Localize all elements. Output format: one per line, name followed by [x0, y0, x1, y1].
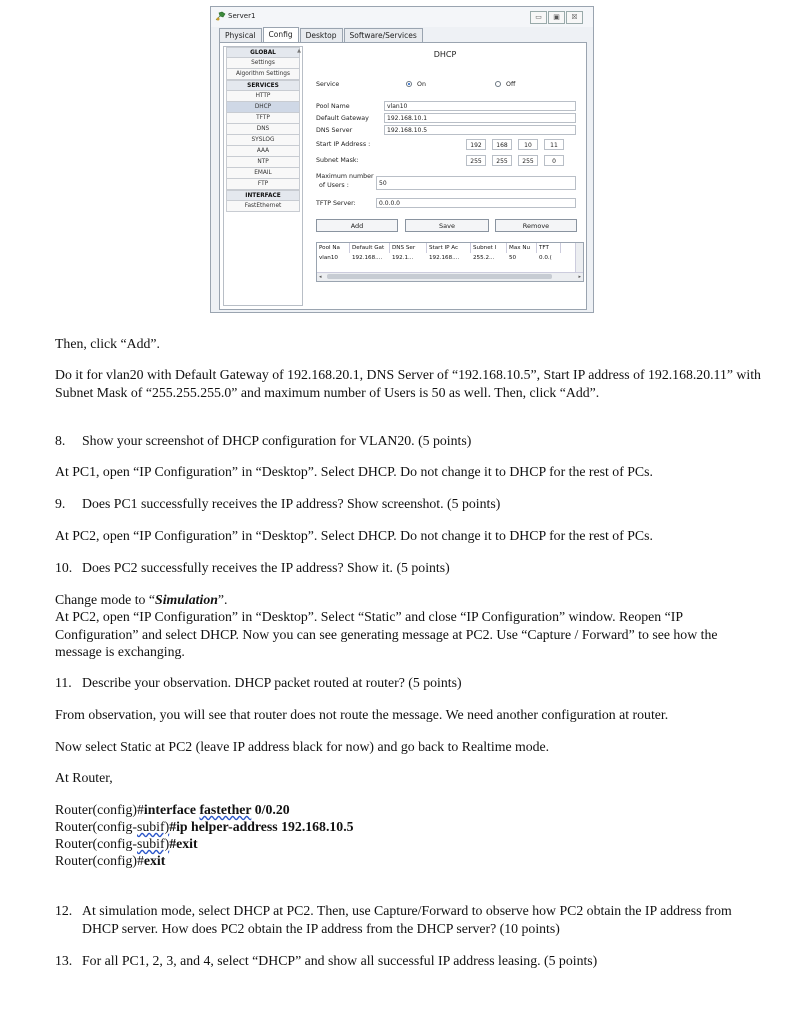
config-panel — [219, 42, 587, 310]
text-span: subif) — [137, 836, 170, 851]
tab-desktop[interactable]: Desktop — [300, 28, 343, 43]
dns-server-input[interactable]: 192.168.10.5 — [384, 125, 576, 135]
table-cell: 192.1... — [392, 255, 414, 261]
question-number: 10. — [55, 560, 73, 575]
nav-services[interactable]: SERVICES — [226, 80, 300, 91]
maximize-icon[interactable]: ▣ — [548, 11, 565, 24]
question-number: 8. — [55, 433, 66, 448]
question-number: 11. — [55, 675, 72, 690]
question-number: 12. — [55, 903, 73, 918]
subnet-octet-3[interactable]: 255 — [518, 155, 538, 166]
max-users-input[interactable]: 50 — [376, 176, 576, 190]
tab-config[interactable]: Config — [263, 27, 299, 42]
text-span: subif) — [137, 819, 170, 834]
default-gateway-label: Default Gateway — [316, 115, 369, 122]
table-cell: 255.2... — [473, 255, 495, 261]
tab-software-services[interactable]: Software/Services — [344, 28, 423, 43]
table-header-cell[interactable]: Max Nu — [507, 243, 537, 253]
table-header-cell[interactable]: DNS Ser — [390, 243, 427, 253]
nav-syslog[interactable]: SYSLOG — [226, 135, 300, 146]
paragraph: Then, click “Add”. — [55, 336, 160, 351]
pool-name-input[interactable]: vlan10 — [384, 101, 576, 111]
text-span: #ip helper-address 192.168.10.5 — [169, 819, 354, 834]
table-cell: 192.168.... — [352, 255, 383, 261]
table-horizontal-scrollbar[interactable] — [317, 272, 583, 281]
service-on-radio[interactable] — [406, 81, 412, 87]
nav-aaa[interactable]: AAA — [226, 146, 300, 157]
question-13: For all PC1, 2, 3, and 4, select “DHCP” and show all successful IP address leasing. (5 points) — [82, 953, 598, 968]
start-ip-octet-1[interactable]: 192 — [466, 139, 486, 150]
question-10: Does PC2 successfully receives the IP address? Show it. (5 points) — [82, 560, 450, 575]
tab-bar — [219, 28, 424, 43]
server-app-icon — [215, 11, 226, 22]
nav-settings[interactable]: Settings — [226, 58, 300, 69]
dhcp-pool-table — [316, 242, 584, 282]
save-button[interactable]: Save — [405, 219, 489, 232]
text-span: Change mode to “ — [55, 592, 156, 607]
max-users-label-2: of Users : — [319, 182, 349, 189]
minimize-icon[interactable]: ▭ — [530, 11, 547, 24]
table-cell: vlan10 — [319, 255, 338, 261]
table-vertical-scrollbar[interactable] — [575, 243, 583, 273]
paragraph: Do it for vlan20 with Default Gateway of 192.168.20.1, DNS Server of “192.168.10.5”, Start IP address of 192.168.20.11” with Subnet Mask of “255.255.255.0” and maximum number of Users is 50 as well. Then, click “Add”. — [55, 367, 761, 400]
question-number: 9. — [55, 496, 66, 511]
simulation-emphasis: Simulation — [155, 592, 218, 607]
nav-dns[interactable]: DNS — [226, 124, 300, 135]
paragraph: From observation, you will see that router does not route the message. We need another configuration at router. — [55, 707, 669, 722]
nav-interface[interactable]: INTERFACE — [226, 190, 300, 201]
scroll-up-icon[interactable]: ▲ — [297, 48, 301, 54]
command-line — [55, 835, 198, 853]
tab-physical[interactable]: Physical — [219, 28, 262, 43]
question-12: At simulation mode, select DHCP at PC2. Then, use Capture/Forward to observe how PC2 obtain the IP address from DHCP server. How does PC2 obtain the IP address from the DHCP server? (10 points) — [82, 903, 732, 936]
dns-server-label: DNS Server — [316, 127, 353, 134]
text-span: 0/0.20 — [251, 802, 290, 817]
command-line — [55, 818, 354, 836]
tftp-server-label: TFTP Server: — [316, 200, 356, 207]
max-users-label-1: Maximum number — [316, 173, 374, 180]
nav-dhcp[interactable]: DHCP — [226, 102, 300, 113]
nav-ftp[interactable]: FTP — [226, 179, 300, 190]
question-11: Describe your observation. DHCP packet routed at router? (5 points) — [82, 675, 462, 690]
pool-name-label: Pool Name — [316, 103, 350, 110]
paragraph: At PC1, open “IP Configuration” in “Desktop”. Select DHCP. Do not change it to DHCP for the rest of PCs. — [55, 464, 653, 479]
subnet-mask-label: Subnet Mask: — [316, 157, 359, 164]
start-ip-octet-3[interactable]: 10 — [518, 139, 538, 150]
tftp-server-input[interactable]: 0.0.0.0 — [376, 198, 576, 208]
table-header-cell[interactable]: TFT — [537, 243, 561, 253]
dhcp-title: DHCP — [433, 50, 457, 59]
text-span: fastether — [199, 802, 252, 817]
scroll-right-icon[interactable]: ▸ — [578, 274, 581, 280]
paragraph — [55, 591, 761, 609]
scroll-left-icon[interactable]: ◂ — [319, 274, 322, 280]
nav-tftp[interactable]: TFTP — [226, 113, 300, 124]
start-ip-label: Start IP Address : — [316, 141, 371, 148]
nav-ntp[interactable]: NTP — [226, 157, 300, 168]
table-cell: 50 — [509, 255, 517, 261]
nav-fastethernet[interactable]: FastEthernet — [226, 201, 300, 212]
window-title: Server1 — [228, 12, 256, 20]
paragraph: At PC2, open “IP Configuration” in “Desktop”. Select DHCP. Do not change it to DHCP for the rest of PCs. — [55, 528, 653, 543]
question-9: Does PC1 successfully receives the IP address? Show screenshot. (5 points) — [82, 496, 501, 511]
table-header-cell[interactable]: Pool Na — [317, 243, 350, 253]
server-config-window — [210, 6, 594, 313]
nav-http[interactable]: HTTP — [226, 91, 300, 102]
add-button[interactable]: Add — [316, 219, 398, 232]
service-off-label: Off — [506, 81, 516, 88]
remove-button[interactable]: Remove — [495, 219, 577, 232]
table-row[interactable] — [317, 253, 583, 263]
table-header-cell[interactable]: Default Gat — [350, 243, 390, 253]
subnet-octet-4[interactable]: 0 — [544, 155, 564, 166]
command-line — [55, 801, 290, 819]
nav-email[interactable]: EMAIL — [226, 168, 300, 179]
service-on-label: On — [417, 81, 426, 88]
scroll-thumb[interactable] — [327, 274, 552, 279]
table-cell: 192.168.... — [429, 255, 460, 261]
text-span: Router(config)# — [55, 802, 144, 817]
start-ip-octet-4[interactable]: 11 — [544, 139, 564, 150]
default-gateway-input[interactable]: 192.168.10.1 — [384, 113, 576, 123]
command-line — [55, 852, 165, 870]
text-span: interface — [143, 802, 200, 817]
close-icon[interactable]: ☒ — [566, 11, 583, 24]
config-nav-list — [223, 46, 303, 306]
question-number: 13. — [55, 953, 73, 968]
text-span: Router(config- — [55, 819, 137, 834]
table-header — [317, 243, 583, 253]
nav-global[interactable]: GLOBAL — [226, 47, 300, 58]
text-span: Router(config- — [55, 836, 137, 851]
text-span: ”. — [217, 592, 228, 607]
table-header-cell[interactable]: Start IP Ac — [427, 243, 471, 253]
service-off-radio[interactable] — [495, 81, 501, 87]
paragraph: At PC2, open “IP Configuration” in “Desktop”. Select “Static” and close “IP Configuration” window. Reopen “IP Configuration” and select DHCP. Now you can see generating message at PC2. Use “Capture / Forward” to see how the message is exchanging. — [55, 609, 718, 659]
text-span: Router(config)# — [55, 853, 144, 868]
subnet-octet-2[interactable]: 255 — [492, 155, 512, 166]
table-cell: 0.0.( — [539, 255, 552, 261]
title-bar — [211, 7, 593, 27]
paragraph: Now select Static at PC2 (leave IP address black for now) and go back to Realtime mode. — [55, 739, 550, 754]
nav-algorithm-settings[interactable]: Algorithm Settings — [226, 69, 300, 80]
start-ip-octet-2[interactable]: 168 — [492, 139, 512, 150]
service-label: Service — [316, 81, 340, 88]
table-header-cell[interactable]: Subnet I — [471, 243, 507, 253]
paragraph: At Router, — [55, 770, 113, 785]
subnet-octet-1[interactable]: 255 — [466, 155, 486, 166]
text-span: exit — [143, 853, 166, 868]
text-span: #exit — [169, 836, 198, 851]
question-8: Show your screenshot of DHCP configuration for VLAN20. (5 points) — [82, 433, 472, 448]
